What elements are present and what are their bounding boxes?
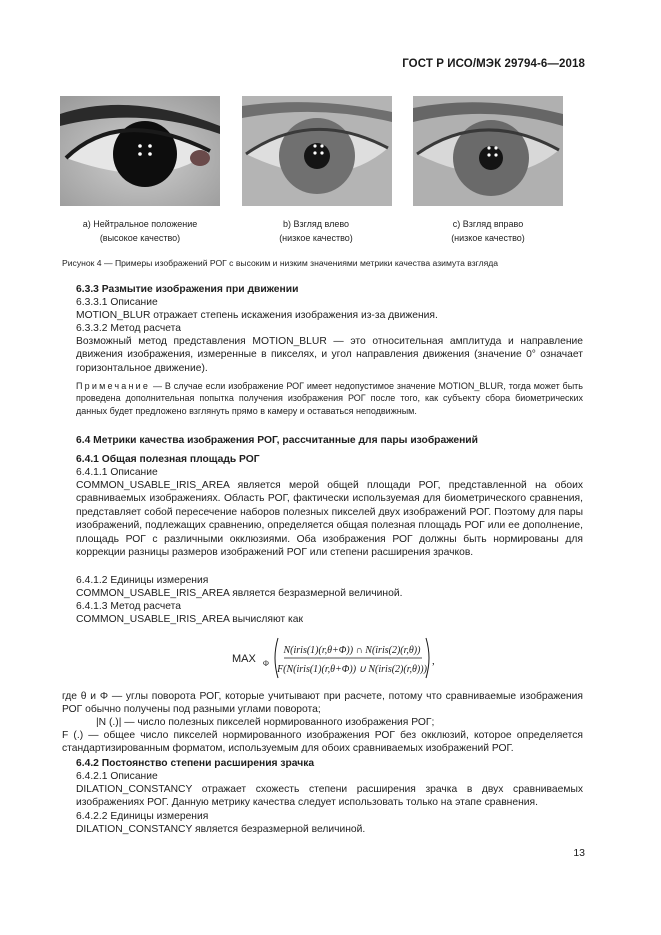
note-text: — В случае если изображение РОГ имеет недопустимое значение MOTION_BLUR, тогда может быть проведена дополнительная попытка получения изображения РОГ после того, как субъекту сбора биометрических данных будет предложено взглянуть прямо в камеру и оставаться неподвижным. — [76, 381, 583, 416]
formula-numerator: N(iris(1)(r,θ+Φ)) ∩ N(iris(2)(r,θ)) — [283, 645, 421, 656]
subheading-6-4-2-1: 6.4.2.1 Описание — [76, 771, 158, 782]
heading-6-4: 6.4 Метрики качества изображения РОГ, рассчитанные для пары изображений — [76, 435, 478, 446]
heading-6-4-2: 6.4.2 Постоянство степени расширения зрачка — [76, 758, 315, 769]
where-f-total: F (.) — общее число пикселей нормированного изображения РОГ без окклюзий, которое определяется стандартизированным форматом, используемым для обоих сравниваемых изображений РОГ. — [62, 730, 583, 755]
subheading-6-3-3-1: 6.3.3.1 Описание — [76, 297, 158, 308]
where-theta-phi: где θ и Φ — углы поворота РОГ, которые учитывают при расчете, потому что сравниваемые изображения РОГ обычно получены под разными углами поворота; — [62, 691, 583, 716]
note-label: Примечание — [76, 381, 151, 391]
formula-max: MAX — [232, 653, 256, 665]
caption-a-line1: a) Нейтральное положение — [82, 219, 198, 229]
caption-a-line2: (высокое качество) — [99, 233, 181, 243]
note-motion-blur — [76, 380, 583, 417]
subheading-6-3-3-2: 6.3.3.2 Метод расчета — [76, 323, 181, 334]
eye-photo-right-gaze — [413, 96, 563, 206]
caption-a — [56, 217, 224, 245]
caption-c-line1: c) Взгляд вправо — [452, 219, 524, 229]
formula-denominator: F(N(iris(1)(r,θ+Φ)) ∪ N(iris(2)(r,θ))) — [277, 664, 427, 675]
page-number: 13 — [573, 847, 585, 859]
paragraph-motion-blur-desc: MOTION_BLUR отражает степень искажения изображения из-за движения. — [76, 310, 438, 321]
paragraph-dilation-units: DILATION_CONSTANCY является безразмерной величиной. — [76, 824, 366, 835]
formula-common-usable-iris-area — [232, 634, 592, 682]
figure-caption: Рисунок 4 — Примеры изображений РОГ с высоким и низким значениями метрики качества азимута взгляда — [62, 258, 499, 268]
paragraph-common-area-desc: COMMON_USABLE_IRIS_AREA является мерой общей площади РОГ, представленной на обоих сравниваемых изображениях. Область РОГ, фактически используемая для биометрического сравнения, представляет собой пересечение наборов полезных пикселей двух изображений РОГ. Поэтому для пары изображений, подлежащих сравнению, определяется общая полезная площадь РОГ или ее дополнение, площадь РОГ с различными окклюзиями. Оба изображения РОГ должны быть нормированы для коррекции разницы размеров изображений РОГ или степени расширения зрачков. — [76, 480, 583, 559]
caption-b-line1: b) Взгляд влево — [282, 219, 350, 229]
heading-6-4-1: 6.4.1 Общая полезная площадь РОГ — [76, 454, 260, 465]
caption-b — [236, 217, 396, 245]
caption-b-line2: (низкое качество) — [279, 233, 353, 243]
subheading-6-4-1-1: 6.4.1.1 Описание — [76, 467, 158, 478]
paragraph-motion-blur-method: Возможный метод представления MOTION_BLUR — это относительная амплитуда и направление движения изображения, измеренные в пикселях, и угол направления движения (значение 0° означает горизонтальное движение). — [76, 336, 583, 374]
subheading-6-4-1-3: 6.4.1.3 Метод расчета — [76, 601, 181, 612]
paragraph-dilation-desc: DILATION_CONSTANCY отражает схожесть степени расширения зрачка в двух сравниваемых изображениях РОГ. Данную метрику качества следует использовать только на этапе сравнения. — [76, 784, 583, 809]
formula-max-subscript: Φ — [263, 659, 269, 668]
heading-6-3-3: 6.3.3 Размытие изображения при движении — [76, 284, 299, 295]
eye-photo-left-gaze — [242, 96, 392, 206]
subheading-6-4-2-2: 6.4.2.2 Единицы измерения — [76, 811, 209, 822]
eye-photo-neutral — [60, 96, 220, 206]
standard-header: ГОСТ Р ИСО/МЭК 29794-6—2018 — [402, 58, 585, 70]
caption-c-line2: (низкое качество) — [451, 233, 525, 243]
caption-c — [408, 217, 568, 245]
where-n-count: |N (.)| — число полезных пикселей нормированного изображения РОГ; — [96, 717, 435, 728]
subheading-6-4-1-2: 6.4.1.2 Единицы измерения — [76, 575, 209, 586]
paragraph-common-area-calc: COMMON_USABLE_IRIS_AREA вычисляют как — [76, 614, 303, 625]
svg-text:,: , — [432, 655, 435, 667]
paragraph-common-area-units: COMMON_USABLE_IRIS_AREA является безразмерной величиной. — [76, 588, 403, 599]
